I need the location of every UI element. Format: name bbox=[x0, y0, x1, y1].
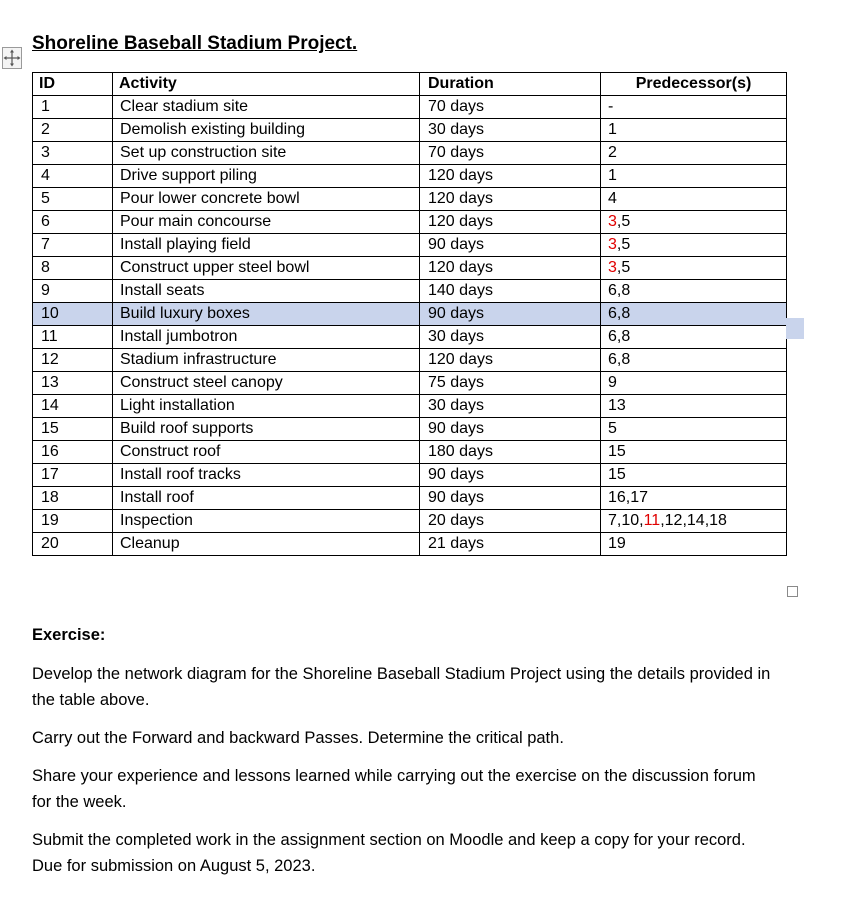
selection-highlight-extension bbox=[786, 318, 804, 339]
cell-predecessors bbox=[601, 303, 787, 326]
table-row bbox=[33, 441, 787, 464]
cell-duration: 30 days bbox=[420, 326, 601, 349]
cell-duration: 120 days bbox=[420, 211, 601, 234]
cell-activity: Install roof tracks bbox=[113, 464, 420, 487]
cell-activity: Construct upper steel bowl bbox=[113, 257, 420, 280]
cell-id: 3 bbox=[33, 142, 113, 165]
predecessor-segment: 6,8 bbox=[608, 282, 631, 299]
table-row bbox=[33, 464, 787, 487]
cell-id: 14 bbox=[33, 395, 113, 418]
cell-id: 6 bbox=[33, 211, 113, 234]
cell-duration: 90 days bbox=[420, 487, 601, 510]
cell-predecessors bbox=[601, 510, 787, 533]
table-row bbox=[33, 188, 787, 211]
predecessor-segment: 11 bbox=[643, 512, 661, 529]
table-row bbox=[33, 349, 787, 372]
table-row bbox=[33, 257, 787, 280]
cell-activity: Install playing field bbox=[113, 234, 420, 257]
activity-table bbox=[32, 72, 787, 556]
cell-predecessors bbox=[601, 257, 787, 280]
header-id: ID bbox=[33, 73, 113, 96]
cell-duration: 90 days bbox=[420, 234, 601, 257]
table-row bbox=[33, 487, 787, 510]
cell-predecessors bbox=[601, 349, 787, 372]
cell-predecessors bbox=[601, 211, 787, 234]
cell-id: 8 bbox=[33, 257, 113, 280]
table-row bbox=[33, 326, 787, 349]
cell-duration: 120 days bbox=[420, 165, 601, 188]
cell-activity: Build luxury boxes bbox=[113, 303, 420, 326]
exercise-paragraph: Develop the network diagram for the Shoreline Baseball Stadium Project using the details provided in the table above. bbox=[32, 665, 771, 709]
cell-id: 18 bbox=[33, 487, 113, 510]
predecessor-segment: 6,8 bbox=[608, 305, 631, 322]
predecessor-segment: 1 bbox=[608, 167, 617, 184]
predecessor-segment: 3 bbox=[608, 213, 617, 230]
predecessor-segment: 15 bbox=[608, 466, 626, 483]
cell-activity: Pour lower concrete bowl bbox=[113, 188, 420, 211]
table-row bbox=[33, 395, 787, 418]
predecessor-segment: 6,8 bbox=[608, 351, 631, 368]
cell-duration: 120 days bbox=[420, 349, 601, 372]
cell-activity: Construct roof bbox=[113, 441, 420, 464]
predecessor-segment: 9 bbox=[608, 374, 617, 391]
cell-id: 15 bbox=[33, 418, 113, 441]
cell-activity: Stadium infrastructure bbox=[113, 349, 420, 372]
predecessor-segment: 15 bbox=[608, 443, 626, 460]
table-row bbox=[33, 119, 787, 142]
table-row bbox=[33, 533, 787, 556]
cell-activity: Demolish existing building bbox=[113, 119, 420, 142]
cell-predecessors bbox=[601, 165, 787, 188]
cell-activity: Inspection bbox=[113, 510, 420, 533]
cell-id: 7 bbox=[33, 234, 113, 257]
cell-id: 9 bbox=[33, 280, 113, 303]
exercise-paragraph: Share your experience and lessons learned while carrying out the exercise on the discussion forum for the week. bbox=[32, 767, 756, 811]
table-row bbox=[33, 165, 787, 188]
cell-activity: Construct steel canopy bbox=[113, 372, 420, 395]
cell-predecessors bbox=[601, 441, 787, 464]
cell-id: 10 bbox=[33, 303, 113, 326]
cell-predecessors bbox=[601, 188, 787, 211]
cell-activity: Install seats bbox=[113, 280, 420, 303]
table-move-handle-icon[interactable] bbox=[2, 47, 22, 69]
cell-predecessors bbox=[601, 326, 787, 349]
cell-id: 2 bbox=[33, 119, 113, 142]
predecessor-segment: ,5 bbox=[616, 213, 631, 230]
cell-duration: 90 days bbox=[420, 464, 601, 487]
cell-predecessors bbox=[601, 418, 787, 441]
table-resize-handle-icon[interactable] bbox=[787, 586, 798, 597]
cell-duration: 70 days bbox=[420, 142, 601, 165]
cell-activity: Build roof supports bbox=[113, 418, 420, 441]
cell-predecessors bbox=[601, 372, 787, 395]
predecessor-segment: 19 bbox=[608, 535, 626, 552]
cell-predecessors bbox=[601, 119, 787, 142]
cell-predecessors bbox=[601, 533, 787, 556]
cell-predecessors bbox=[601, 234, 787, 257]
cell-id: 19 bbox=[33, 510, 113, 533]
cell-duration: 140 days bbox=[420, 280, 601, 303]
predecessor-segment: ,5 bbox=[616, 236, 631, 253]
cell-activity: Clear stadium site bbox=[113, 96, 420, 119]
table-row bbox=[33, 96, 787, 119]
cell-duration: 90 days bbox=[420, 418, 601, 441]
predecessor-segment: 3 bbox=[608, 236, 617, 253]
predecessor-segment: ,5 bbox=[616, 259, 631, 276]
cell-predecessors bbox=[601, 142, 787, 165]
table-row bbox=[33, 303, 787, 326]
cell-id: 12 bbox=[33, 349, 113, 372]
exercise-paragraph: Submit the completed work in the assignment section on Moodle and keep a copy for your record. Due for submission on August 5, 2023. bbox=[32, 831, 746, 875]
cell-predecessors bbox=[601, 395, 787, 418]
cell-id: 11 bbox=[33, 326, 113, 349]
cell-duration: 90 days bbox=[420, 303, 601, 326]
table-row bbox=[33, 234, 787, 257]
cell-activity: Pour main concourse bbox=[113, 211, 420, 234]
header-predecessors: Predecessor(s) bbox=[601, 73, 787, 96]
exercise-paragraph: Carry out the Forward and backward Passes. Determine the critical path. bbox=[32, 729, 564, 747]
cell-id: 1 bbox=[33, 96, 113, 119]
table-row bbox=[33, 280, 787, 303]
predecessor-segment: 6,8 bbox=[608, 328, 631, 345]
cell-predecessors bbox=[601, 96, 787, 119]
cell-activity: Cleanup bbox=[113, 533, 420, 556]
cell-id: 13 bbox=[33, 372, 113, 395]
predecessor-segment: 7,10, bbox=[608, 512, 644, 529]
exercise-heading: Exercise: bbox=[32, 626, 106, 644]
cell-activity: Set up construction site bbox=[113, 142, 420, 165]
cell-duration: 70 days bbox=[420, 96, 601, 119]
cell-duration: 120 days bbox=[420, 257, 601, 280]
table-row bbox=[33, 142, 787, 165]
cell-id: 16 bbox=[33, 441, 113, 464]
cell-activity: Light installation bbox=[113, 395, 420, 418]
cell-duration: 75 days bbox=[420, 372, 601, 395]
cell-activity: Drive support piling bbox=[113, 165, 420, 188]
cell-id: 20 bbox=[33, 533, 113, 556]
cell-predecessors bbox=[601, 280, 787, 303]
cell-predecessors bbox=[601, 464, 787, 487]
predecessor-segment: ,12,14,18 bbox=[660, 512, 727, 529]
predecessor-segment: - bbox=[608, 98, 614, 115]
predecessor-segment: 2 bbox=[608, 144, 617, 161]
predecessor-segment: 5 bbox=[608, 420, 617, 437]
document-title: Shoreline Baseball Stadium Project. bbox=[32, 33, 358, 54]
cell-activity: Install jumbotron bbox=[113, 326, 420, 349]
cell-duration: 30 days bbox=[420, 119, 601, 142]
cell-id: 5 bbox=[33, 188, 113, 211]
predecessor-segment: 1 bbox=[608, 121, 617, 138]
header-duration: Duration bbox=[420, 73, 601, 96]
cell-duration: 180 days bbox=[420, 441, 601, 464]
cell-id: 17 bbox=[33, 464, 113, 487]
cell-duration: 120 days bbox=[420, 188, 601, 211]
table-row bbox=[33, 510, 787, 533]
table-header-row bbox=[33, 73, 787, 96]
table-row bbox=[33, 372, 787, 395]
cell-duration: 20 days bbox=[420, 510, 601, 533]
cell-id: 4 bbox=[33, 165, 113, 188]
table-row bbox=[33, 418, 787, 441]
header-activity: Activity bbox=[113, 73, 420, 96]
cell-duration: 21 days bbox=[420, 533, 601, 556]
cell-predecessors bbox=[601, 487, 787, 510]
table-body bbox=[33, 96, 787, 556]
exercise-section bbox=[32, 624, 772, 891]
predecessor-segment: 16,17 bbox=[608, 489, 649, 506]
table-row bbox=[33, 211, 787, 234]
cell-activity: Install roof bbox=[113, 487, 420, 510]
predecessor-segment: 13 bbox=[608, 397, 626, 414]
predecessor-segment: 4 bbox=[608, 190, 617, 207]
predecessor-segment: 3 bbox=[608, 259, 617, 276]
cell-duration: 30 days bbox=[420, 395, 601, 418]
